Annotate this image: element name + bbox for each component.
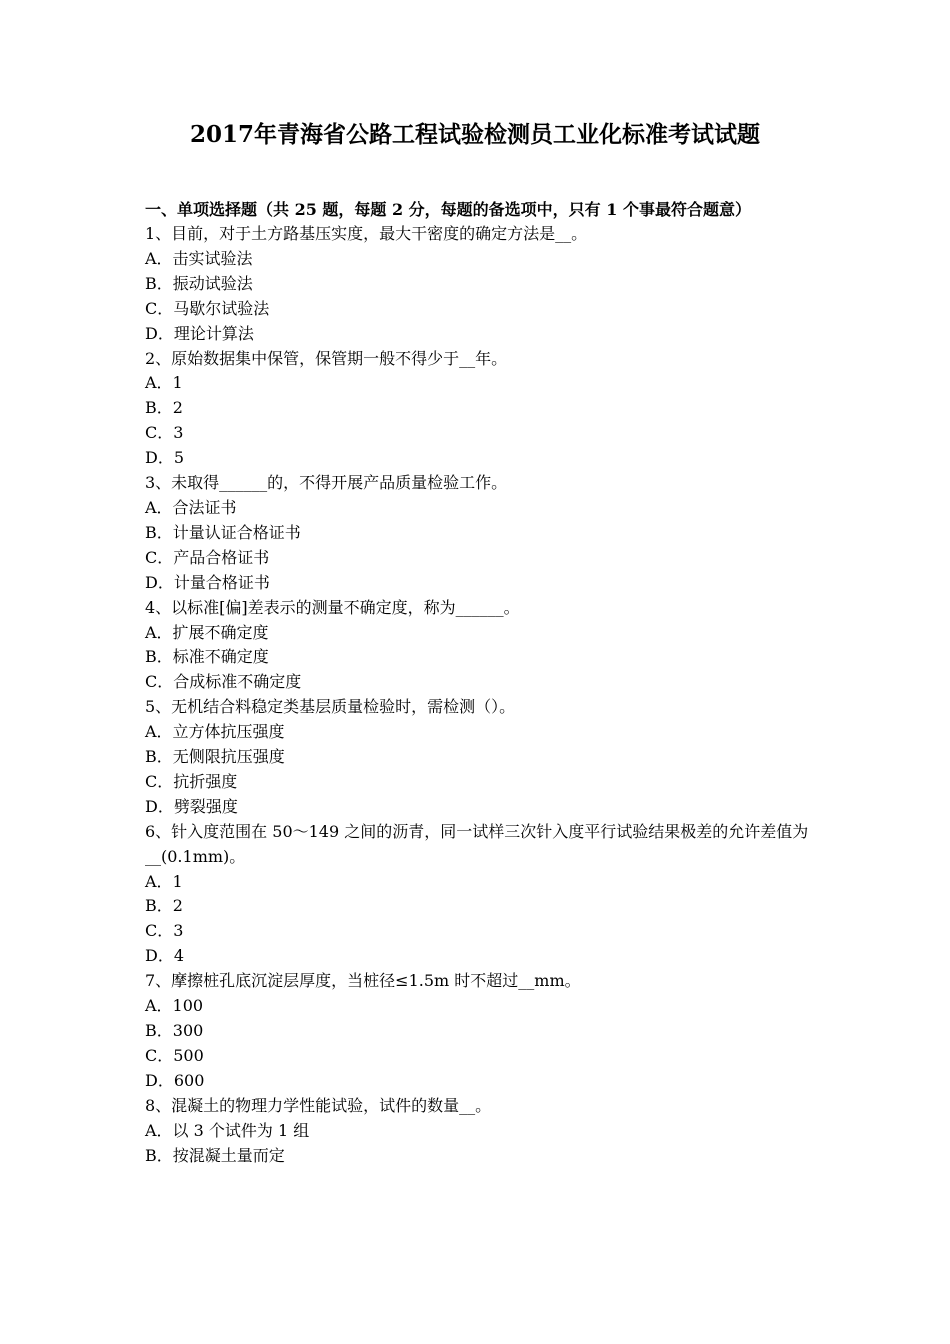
option-8b: B．按混凝土量而定 xyxy=(145,1145,285,1165)
option-4a: A．扩展不确定度 xyxy=(145,622,269,642)
question-7: 7、摩擦桩孔底沉淀层厚度，当桩径≤1.5m 时不超过__mm。 xyxy=(145,971,581,991)
option-2a: A．1 xyxy=(145,373,183,393)
option-1a: A．击实试验法 xyxy=(145,248,253,268)
option-6d: D．4 xyxy=(145,946,185,966)
question-4: 4、以标准[偏]差表示的测量不确定度，称为______。 xyxy=(145,597,520,617)
option-5a: A．立方体抗压强度 xyxy=(145,722,285,742)
question-5: 5、无机结合料稳定类基层质量检验时，需检测（）。 xyxy=(145,697,516,717)
option-7a: A．100 xyxy=(145,996,204,1016)
option-5c: C．抗折强度 xyxy=(145,771,238,791)
question-2: 2、原始数据集中保管，保管期一般不得少于__年。 xyxy=(145,348,508,368)
document-title: 2017年青海省公路工程试验检测员工业化标准考试试题 xyxy=(189,121,760,148)
option-5d: D．劈裂强度 xyxy=(145,796,238,816)
option-6c: C．3 xyxy=(145,921,184,941)
option-1b: B．振动试验法 xyxy=(145,273,253,293)
option-7c: C．500 xyxy=(145,1045,204,1065)
option-3b: B．计量认证合格证书 xyxy=(145,522,301,542)
option-7d: D．600 xyxy=(145,1070,205,1090)
option-1d: D．理论计算法 xyxy=(145,323,254,343)
option-3a: A．合法证书 xyxy=(145,497,237,517)
option-5b: B．无侧限抗压强度 xyxy=(145,747,285,767)
question-8: 8、混凝土的物理力学性能试验，试件的数量__。 xyxy=(145,1095,492,1115)
question-1: 1、目前，对于土方路基压实度，最大干密度的确定方法是__。 xyxy=(145,224,588,243)
section-heading: 一、单项选择题（共 25 题，每题 2 分，每题的备选项中，只有 1 个事最符合题意） xyxy=(145,200,751,219)
option-4c: C．合成标准不确定度 xyxy=(145,672,302,692)
document-body xyxy=(145,197,810,1168)
option-6b: B．2 xyxy=(145,896,183,916)
option-1c: C．马歇尔试验法 xyxy=(145,298,270,318)
option-2c: C．3 xyxy=(145,423,184,443)
question-3: 3、未取得______的，不得开展产品质量检验工作。 xyxy=(145,473,508,493)
option-4b: B．标准不确定度 xyxy=(145,647,269,667)
option-2b: B．2 xyxy=(145,398,183,418)
option-7b: B．300 xyxy=(145,1021,204,1040)
question-6: 6、针入度范围在 50～149 之间的沥青，同一试样三次针入度平行试验结果极差的允许差值为__(0.1mm)。 xyxy=(145,821,809,866)
option-3d: D．计量合格证书 xyxy=(145,572,270,592)
option-3c: C．产品合格证书 xyxy=(145,547,270,567)
option-8a: A．以 3 个试件为 1 组 xyxy=(145,1120,310,1140)
option-2d: D．5 xyxy=(145,448,185,468)
option-6a: A．1 xyxy=(145,871,183,891)
